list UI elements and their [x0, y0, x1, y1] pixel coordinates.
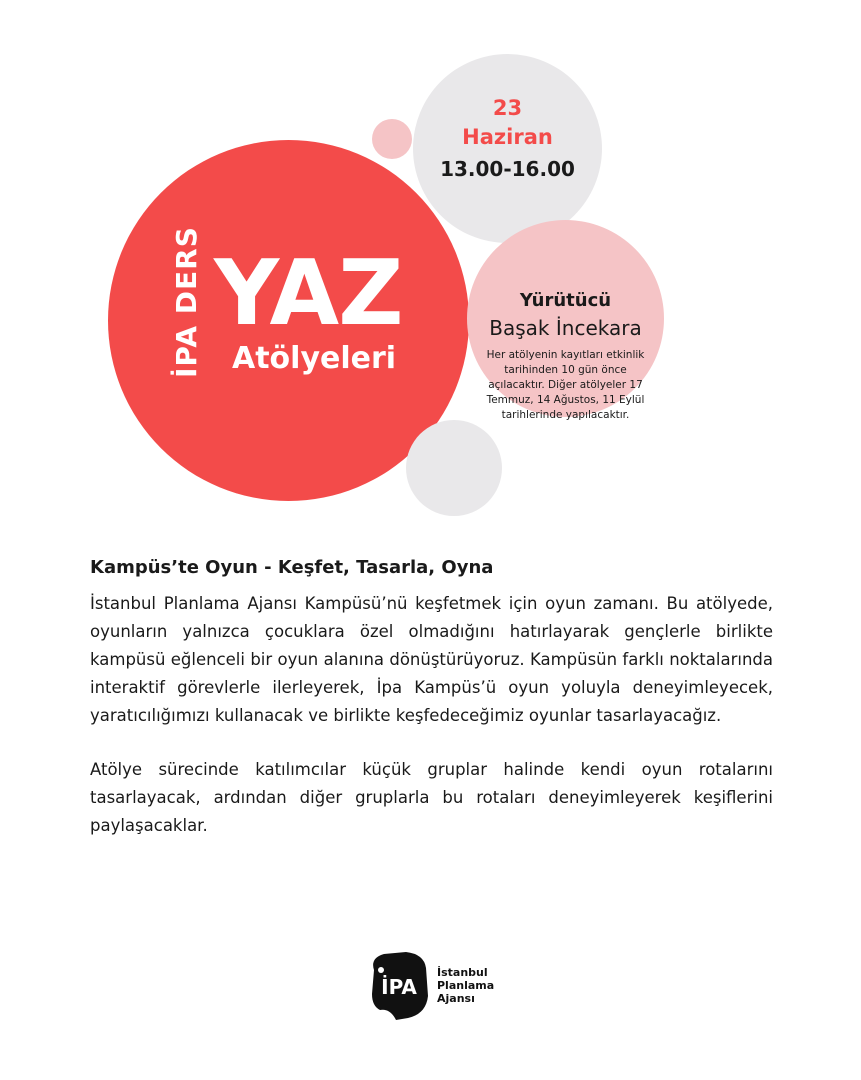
event-month: Haziran: [462, 125, 553, 149]
event-date: [413, 94, 602, 184]
organizer-info: [475, 288, 656, 423]
workshop-paragraph-1: İstanbul Planlama Ajansı Kampüsü’nü keşfetmek için oyun zamanı. Bu atölyede, oyunların yalnızca çocuklara özel olmadığını hatırlayarak gençlerle birlikte kampüsü eğlenceli bir oyun alanına dönüştürüyoruz. Kampüsün farklı noktalarında interaktif görevlerle ilerleyerek, İpa Kampüs’ü oyun yoluyla deneyimleyecek, yaratıcılığımızı kullanacak ve birlikte keşfedeceğimiz oyunlar tasarlayacağız.: [90, 594, 773, 725]
logo-line-2: Planlama: [437, 979, 495, 992]
logo-mark-text: İPA: [381, 975, 417, 999]
ipa-logo: [366, 948, 516, 1024]
logo-wordmark: [437, 966, 494, 1005]
registration-note: Her atölyenin kayıtları etkinlik tarihinden 10 gün önce açılacaktır. Diğer atölyeler 17 Temmuz, 14 Ağustos, 11 Eylül tarihlerinde yapılacaktır.: [486, 349, 645, 421]
logo-line-3: Ajansı: [437, 992, 475, 1005]
brand-vertical-label: İPA DERS: [170, 226, 203, 378]
workshop-paragraph-2: Atölye sürecinde katılımcılar küçük gruplar halinde kendi oyun rotalarını tasarlayacak, ardından diğer gruplarla bu rotaları deneyimleyerek keşiflerini paylaşacaklar.: [90, 760, 773, 835]
event-time: 13.00-16.00: [440, 157, 575, 181]
workshop-description: [90, 554, 773, 866]
decor-circle-small-pink: [372, 119, 412, 159]
organizer-role: Yürütücü: [519, 290, 612, 311]
event-day: 23: [492, 96, 523, 120]
workshop-heading: Kampüs’te Oyun - Keşfet, Tasarla, Oyna: [90, 557, 494, 578]
page-title: YAZ: [214, 241, 403, 346]
logo-line-1: İstanbul: [437, 966, 488, 979]
ipa-logo-mark-icon: [366, 948, 432, 1024]
decor-circle-small-gray: [406, 420, 502, 516]
page-subtitle: Atölyeleri: [232, 341, 397, 376]
organizer-name: Başak İncekara: [489, 316, 642, 340]
